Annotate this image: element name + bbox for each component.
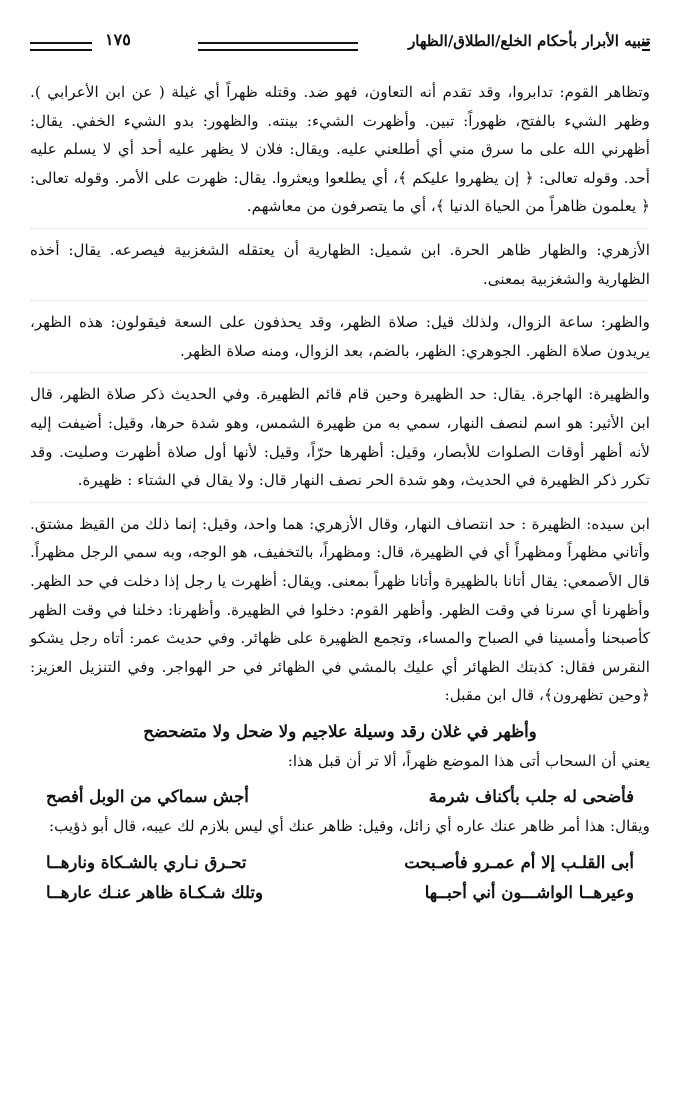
paragraph-2: الأزهري: والظهار ظاهر الحرة. ابن شميل: الظهارية أن يعتقله الشغزبية فيصرعه. يقال: أخذه الظهارية والشغزبية بمعنى. — [30, 240, 650, 288]
verse-1: وأظهر في غلان رقد وسيلة علاجيم ولا ضحل ولا متضحضح — [143, 721, 537, 741]
paragraph-5: ابن سيده: الظهيرة : حد انتصاف النهار، وقال الأزهري: هما واحد، وقيل: إنما ذلك من القيظ مشتق. وأتاني مظهراً ومظهراً أي في الظهيرة، قال: ومظهراً، بالتخفيف، هو الوجه، وبه سمي الرجل مظهراً. قال الأصمعي: يقال أتانا بالظهيرة وأتانا ظهراً بمعنى. ويقال: أظهرت يا رجل إذا دخلت في حد الظهر. وأظهرنا أي سرنا في وقت الظهر. وأظهر القوم: دخلوا في الظهيرة. وأظهرنا: دخلنا في وقت الظهر كأصبحنا وأمسينا في الصباح والمساء، وتجمع الظهيرة على ظهائر. وفي حديث عمر: أتاه رجل يشكو النقرس فقال: كذبتك الظهائر أي عليك بالمشي في الظهائر في حر الهواجر. وفي التنزيل العزيز: ﴿وحين تظهرون﴾، قال ابن مقبل: — [30, 514, 650, 705]
book-title: تنبيه الأبرار بأحكام الخلع/الطلاق/الظهار — [408, 32, 650, 50]
paragraph-7: ويقال: هذا أمر ظاهر عنك عاره أي زائل، وقيل: ظاهر عنك أي ليس بلازم لك عيبه، قال أبو ذؤيب: — [49, 817, 650, 836]
verse-3-line-1 — [30, 848, 650, 878]
section-divider — [30, 300, 650, 301]
paragraph-4: والظهيرة: الهاجرة. يقال: حد الظهيرة وحين قام قائم الظهيرة. وفي الحديث ذكر صلاة الظهر، قال ابن الأثير: هو اسم لنصف النهار، سمي به من ظهيرة الشمس، وهو شدة حرها، وقيل: أضيفت إليه لأنه أظهر أوقات الصلوات للأبصار، وقيل: أظهرها حرّاً، وقيل: لأنها أول صلاة أظهرت وصليت. وقد تكرر ذكر الظهيرة في الحديث، وهو شدة الحر نصف النهار قال: ولا يقال في الشتاء : ظهيرة. — [30, 385, 650, 490]
verse-3-line-2 — [30, 878, 650, 908]
paragraph-3: والظهر: ساعة الزوال، ولذلك قيل: صلاة الظهر، وقد يحذفون على السعة فيقولون: هذه الظهر، يريدون صلاة الظهر. الجوهري: الظهر، بالضم، بعد الزوال، ومنه صلاة الظهر. — [30, 313, 650, 360]
verse-hemistich: أجش سماكي من الوبل أفصح — [46, 787, 249, 807]
header-rule — [198, 42, 358, 51]
section-divider — [30, 228, 650, 229]
header-rule — [30, 42, 92, 51]
paragraph-6: يعني أن السحاب أتى هذا الموضع ظهراً، ألا تر أن قبل هذا: — [287, 751, 650, 770]
verse-hemistich: وعيرهــا الواشـــون أني أحبــها — [424, 883, 634, 903]
verse-hemistich: أبى القلـب إلا أم عمـرو فأصـبحت — [404, 853, 634, 873]
verse-hemistich: تحـرق نـاري بالشـكاة ونارهــا — [46, 853, 247, 873]
page-number: ١٧٥ — [105, 30, 131, 49]
paragraph-1: وتظاهر القوم: تدابروا، وقد تقدم أنه التعاون، فهو ضد. وقتله ظهراً أي غيلة ( عن ابن الأعرابي ). وظهر الشيء بالفتح، ظهوراً: تبين. وأظهرت الشيء: بينته. والظهور: بدو الشيء الخفي. يقال: أظهرني الله على ما سرق مني أي أطلعني عليه. ويقال: فلان لا يظهر عليه أحد أي لا يسلم عليه أحد. وقوله تعالى: ﴿ إن يظهروا عليكم ﴾، أي يطلعوا ويعثروا. يقال: ظهرت على الأمر. وقوله تعالى: ﴿ يعلمون ظاهراً من الحياة الدنيا ﴾، أي ما يتصرفون من معاشهم. — [30, 83, 650, 216]
page-content — [30, 78, 650, 908]
verse-hemistich: وتلك شـكـاة ظاهر عنـك عارهــا — [46, 883, 263, 903]
verse-hemistich: فأضحى له جلب بأكناف شرمة — [428, 787, 634, 807]
section-divider — [30, 502, 650, 503]
verse-2 — [30, 782, 650, 812]
document-page — [30, 28, 650, 1084]
section-divider — [30, 372, 650, 373]
running-header — [30, 28, 650, 64]
